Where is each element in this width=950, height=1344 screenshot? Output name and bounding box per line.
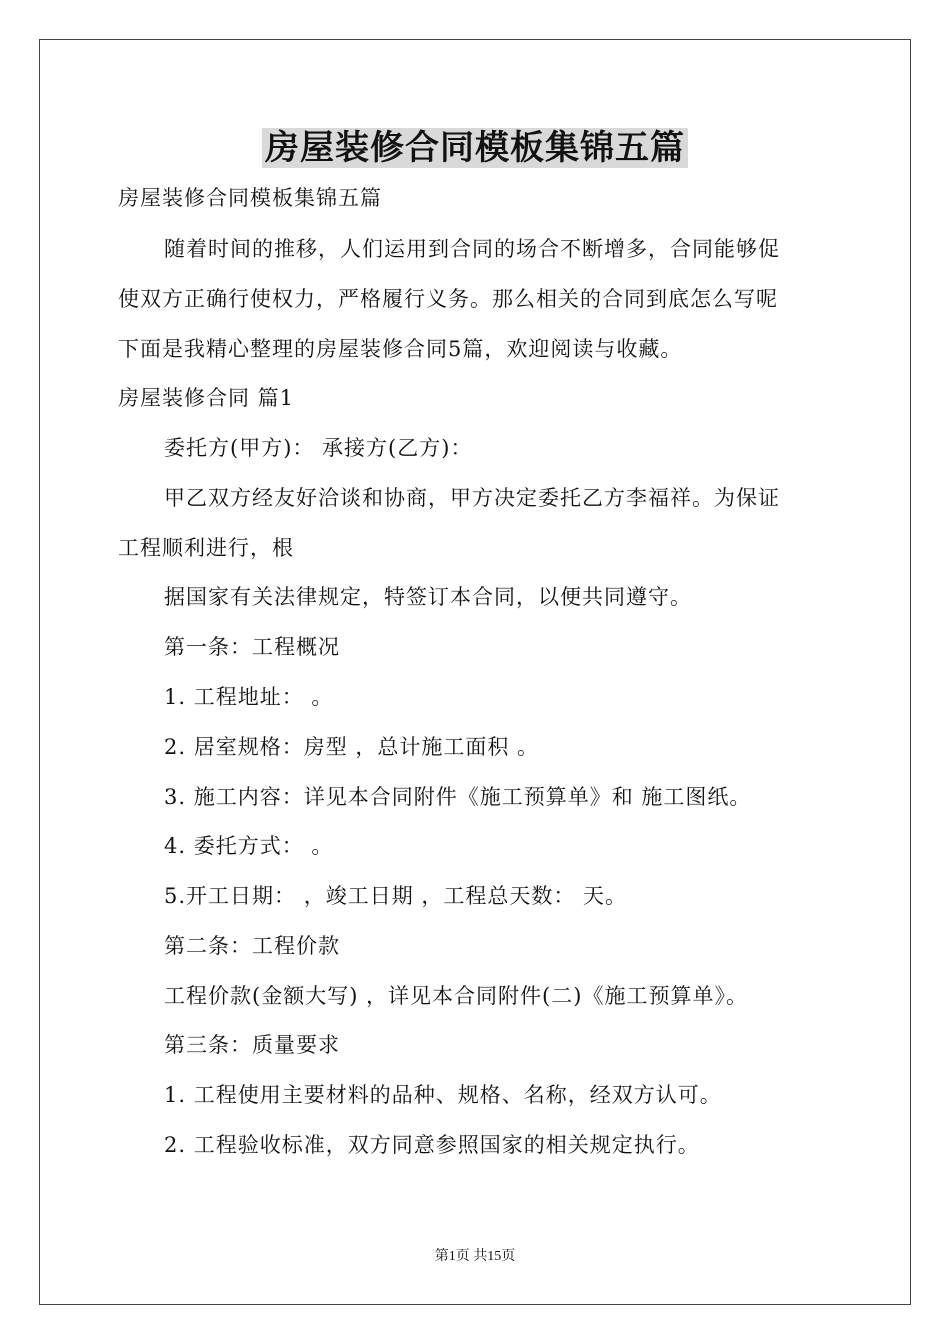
article-1-heading: 第一条：工程概况 (164, 635, 340, 659)
article-1-item-4: 4. 委托方式： 。 (164, 834, 334, 858)
article-3-item-2: 2. 工程验收标准，双方同意参照国家的相关规定执行。 (164, 1133, 700, 1157)
document-title (0, 124, 950, 172)
page-border (39, 39, 911, 1305)
article-1-item-5: 5.开工日期： ，竣工日期 ，工程总天数： 天。 (164, 884, 628, 908)
agreement-line-2: 工程顺利进行，根 (118, 536, 294, 560)
section-heading-contract-1: 房屋装修合同 篇1 (118, 386, 295, 410)
intro-line-3: 下面是我精心整理的房屋装修合同5篇，欢迎阅读与收藏。 (118, 337, 683, 361)
article-1-item-1: 1. 工程地址： 。 (164, 685, 334, 709)
article-1-item-3: 3. 施工内容：详见本合同附件《施工预算单》和 施工图纸。 (164, 785, 752, 809)
article-2-body: 工程价款(金额大写) ，详见本合同附件(二)《施工预算单》。 (164, 984, 748, 1008)
page-footer: 第1页 共15页 (434, 1249, 516, 1264)
intro-line-2: 使双方正确行使权力，严格履行义务。那么相关的合同到底怎么写呢 (118, 287, 778, 311)
parties-line: 委托方(甲方)： 承接方(乙方)： (164, 436, 473, 460)
agreement-line-3: 据国家有关法律规定，特签订本合同，以便共同遵守。 (164, 585, 692, 609)
document-subtitle: 房屋装修合同模板集锦五篇 (118, 186, 382, 210)
intro-line-1: 随着时间的推移，人们运用到合同的场合不断增多，合同能够促 (164, 237, 780, 261)
document-title-text: 房屋装修合同模板集锦五篇 (262, 128, 688, 168)
article-1-item-2: 2. 居室规格：房型 ，总计施工面积 。 (164, 735, 540, 759)
article-3-heading: 第三条：质量要求 (164, 1033, 340, 1057)
agreement-line-1: 甲乙双方经友好洽谈和协商，甲方决定委托乙方李福祥。为保证 (164, 486, 780, 510)
article-3-item-1: 1. 工程使用主要材料的品种、规格、名称，经双方认可。 (164, 1083, 722, 1107)
article-2-heading: 第二条：工程价款 (164, 934, 340, 958)
